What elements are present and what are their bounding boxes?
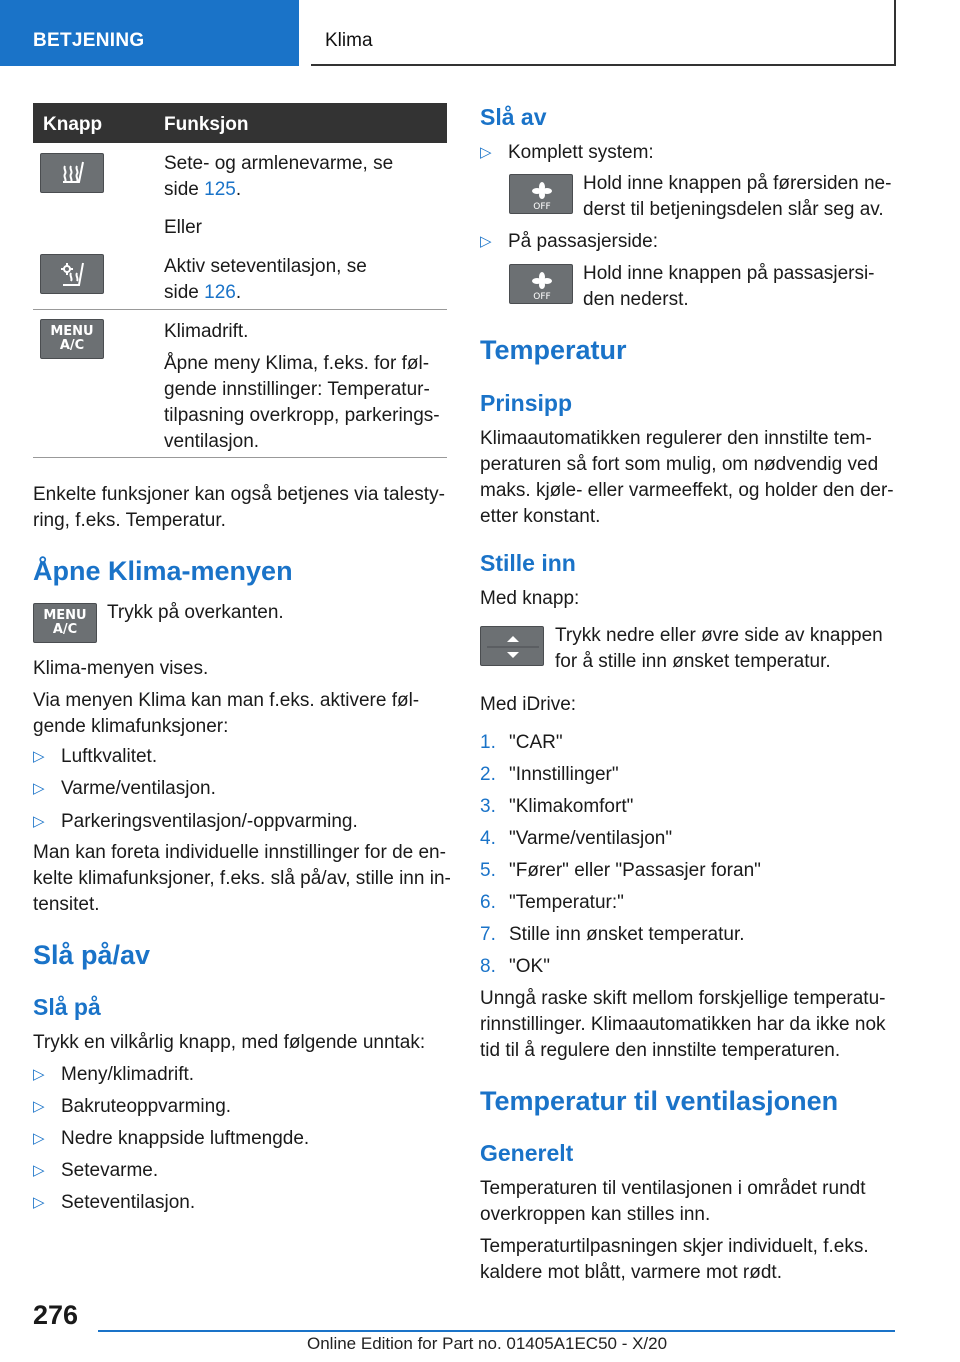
table-divider: [33, 309, 447, 310]
row1b-line2: side 126.: [164, 282, 242, 303]
row2-desc-4: ventilasjon.: [164, 431, 260, 452]
chapter-title: Klima: [325, 30, 373, 51]
fan-off-label-2: OFF: [533, 292, 551, 302]
bullet-icon: ▷: [33, 1098, 45, 1115]
bullet-icon: ▷: [33, 748, 45, 765]
bullet-icon: ▷: [33, 813, 45, 830]
intro-line-1: Enkelte funksjoner kan også betjenes via talesty-: [33, 484, 445, 505]
seat-heat-button-icon: [40, 153, 104, 193]
avoid-line-3: tid til å regulere den innstilte temperaturen.: [480, 1040, 841, 1061]
avoid-line-2: rinnstillinger. Klimaautomatikken har da ikke nok: [480, 1014, 886, 1035]
menu-ac-button-icon-2: [33, 603, 97, 643]
open-menu-heading: Åpne Klima-menyen: [33, 556, 293, 586]
off-item1-text-1: Hold inne knappen på førersiden ne-: [583, 173, 892, 194]
table-col-function: Funksjon: [164, 114, 249, 135]
row2-desc-2: gende innstillinger: Temperatur-: [164, 379, 430, 400]
row1-text: [164, 151, 447, 203]
principle-line-1: Klimaautomatikken regulerer den innstilte tem-: [480, 428, 872, 449]
menu-label-top-2: MENU: [43, 608, 87, 623]
footer-rule: [98, 1330, 895, 1332]
fan-off-button-icon-2: [509, 264, 573, 304]
page-number: 276: [33, 1300, 79, 1330]
row1b-page-link[interactable]: 126: [204, 282, 236, 303]
section-tab: [0, 0, 299, 66]
row1-or: Eller: [164, 217, 203, 238]
footer-edition: Online Edition for Part no. 01405A1EC50 - X/20: [307, 1334, 668, 1353]
bullet-icon: ▷: [33, 780, 45, 797]
temperature-heading: Temperatur: [480, 335, 627, 365]
general-line-2: overkroppen kan stilles inn.: [480, 1204, 711, 1225]
via-line-1: Via menyen Klima kan man f.eks. aktivere føl-: [33, 690, 420, 711]
off-item2-text-1: Hold inne knappen på passasjersi-: [583, 263, 875, 284]
row1-line1: Sete- og armlenevarme, se: [164, 153, 394, 174]
off-heading: Slå av: [480, 104, 547, 130]
button-text-2: for å stille inn ønsket temperatur.: [555, 651, 831, 672]
row1b-side: side: [164, 282, 199, 303]
principle-line-3: maks. kjøle- eller varmeeffekt, og holder den der-: [480, 480, 894, 501]
fan-off-button-icon: [509, 174, 573, 214]
menu-shown-text: Klima-menyen vises.: [33, 658, 209, 679]
vent-temp-heading: Temperatur til ventilasjonen: [480, 1086, 839, 1116]
row1-line2: side 125.: [164, 179, 242, 200]
bullet-icon: ▷: [480, 233, 492, 250]
row2-title: Klimadrift.: [164, 321, 249, 342]
principle-line-4: etter konstant.: [480, 506, 601, 527]
indiv-line-1: Man kan foreta individuelle innstillinger for de en-: [33, 842, 446, 863]
seat-vent-button-icon: [40, 254, 104, 294]
general-line-1: Temperaturen til ventilasjonen i området rundt: [480, 1178, 866, 1199]
row1-side: side: [164, 179, 199, 200]
adjust-line-2: kaldere mot blått, varmere mot rødt.: [480, 1262, 782, 1283]
with-idrive: Med iDrive:: [480, 694, 577, 715]
table-header: [33, 103, 447, 143]
section-title: BETJENING: [33, 30, 145, 51]
on-heading: Slå på: [33, 994, 101, 1020]
row1-page-link[interactable]: 125: [204, 179, 236, 200]
menu-ac-button-icon: [40, 319, 104, 359]
onoff-heading: Slå på/av: [33, 940, 151, 970]
row2-text: [164, 319, 447, 455]
row1b-line1: Aktiv seteventilasjon, se: [164, 256, 367, 277]
set-heading: Stille inn: [480, 550, 576, 576]
intro-line-2: ring, f.eks. Temperatur.: [33, 510, 226, 531]
principle-line-2: peraturen så fort som mulig, om nødvendig ved: [480, 454, 879, 475]
with-button: Med knapp:: [480, 588, 580, 609]
principle-heading: Prinsipp: [480, 390, 573, 416]
via-line-2: gende klimafunksjoner:: [33, 716, 229, 737]
bullet-icon: ▷: [33, 1130, 45, 1147]
temp-rocker-button-icon: [480, 626, 544, 666]
bullet-icon: ▷: [33, 1194, 45, 1211]
off-item2-text-2: den nederst.: [583, 289, 689, 310]
general-heading: Generelt: [480, 1140, 574, 1166]
bullet-icon: ▷: [33, 1162, 45, 1179]
indiv-line-3: tensitet.: [33, 894, 100, 915]
fan-off-label: OFF: [533, 202, 551, 212]
row2-desc-3: tilpasning overkropp, parkerings-: [164, 405, 440, 426]
table-col-button: Knapp: [43, 114, 103, 135]
table-bottom-rule: [33, 457, 447, 458]
off-item1-text-2: derst til betjeningsdelen slår seg av.: [583, 199, 884, 220]
menu-label-bottom: A/C: [59, 338, 85, 353]
on-text: Trykk en vilkårlig knapp, med følgende unntak:: [33, 1032, 426, 1053]
open-menu-text: Trykk på overkanten.: [107, 602, 284, 623]
bullet-icon: ▷: [33, 1066, 45, 1083]
chapter-tab: [311, 0, 896, 66]
bullet-icon: ▷: [480, 144, 492, 161]
menu-label-bottom-2: A/C: [52, 622, 78, 637]
avoid-line-1: Unngå raske skift mellom forskjellige temperatu-: [480, 988, 886, 1009]
button-text-1: Trykk nedre eller øvre side av knappen: [555, 625, 883, 646]
indiv-line-2: kelte klimafunksjoner, f.eks. slå på/av, stille inn in-: [33, 868, 451, 889]
row2-desc-1: Åpne meny Klima, f.eks. for føl-: [164, 353, 430, 374]
menu-label-top: MENU: [50, 324, 94, 339]
adjust-line-1: Temperaturtilpasningen skjer individuelt, f.eks.: [480, 1236, 869, 1257]
row1b-text: [164, 254, 447, 306]
